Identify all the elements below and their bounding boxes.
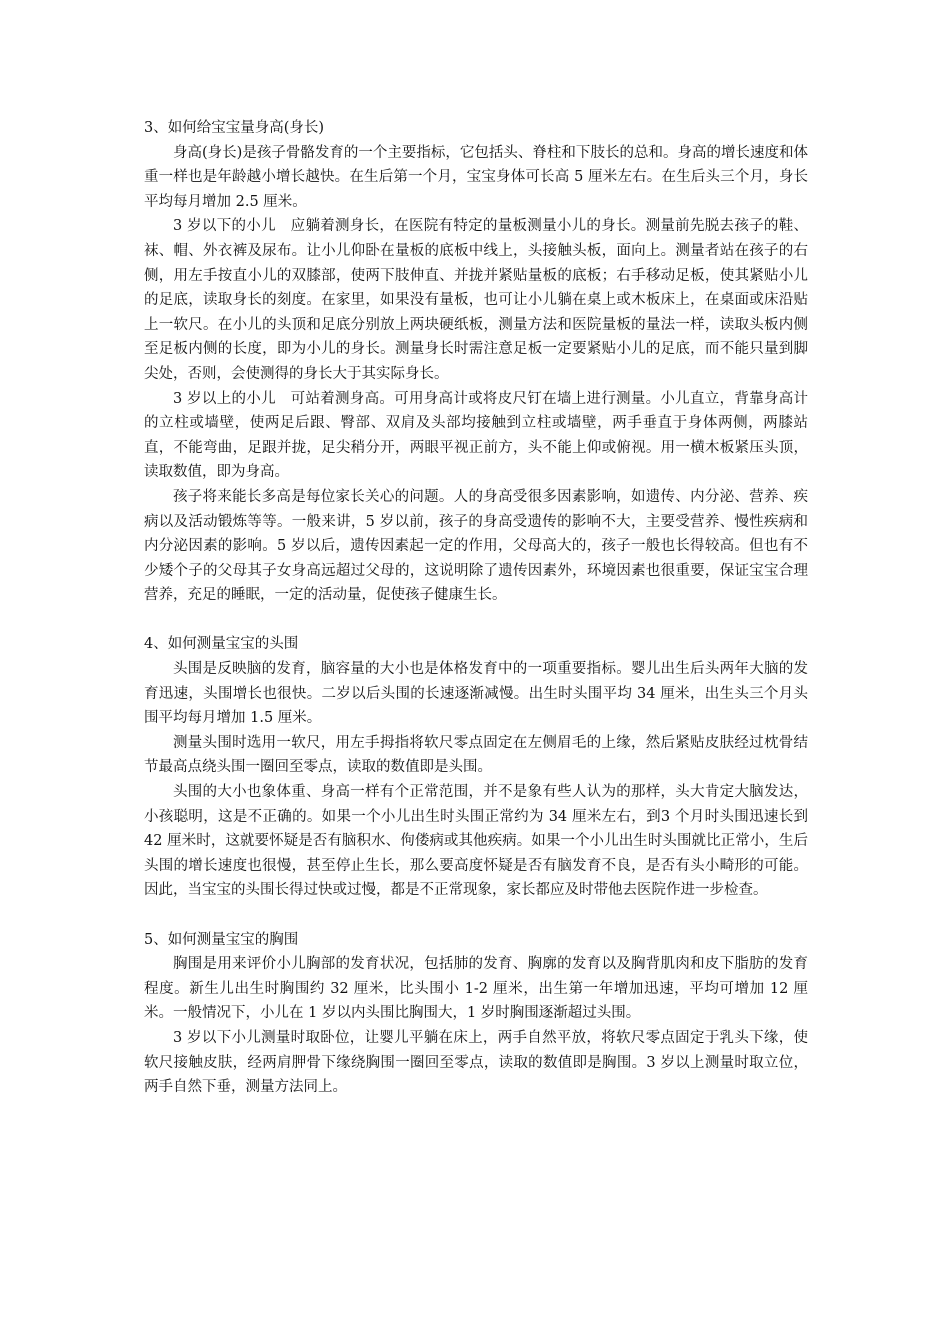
section-head-circumference [144,632,808,903]
section-chest-circumference [144,928,808,1100]
paragraph: 头围是反映脑的发育，脑容量的大小也是体格发育中的一项重要指标。婴儿出生后头两年大脑的发育迅速，头围增长也很快。二岁以后头围的长速逐渐减慢。出生时头围平均 34 厘米，出生头三个月头围平均每月增加 1.5 厘米。 [144,661,808,727]
section-height [144,116,808,608]
paragraph: 3 岁以上的小儿 可站着测身高。可用身高计或将皮尺钉在墙上进行测量。小儿直立，背靠身高计的立柱或墙壁，使两足后跟、臀部、双肩及头部均接触到立柱或墙壁，两手垂直于身体两侧，两膝站直，不能弯曲，足跟并拢，足尖稍分开，两眼平视正前方，头不能上仰或俯视。用一横木板紧压头顶，读取数值，即为身高。 [144,390,808,481]
paragraph: 胸围是用来评价小儿胸部的发育状况，包括肺的发育、胸廓的发育以及胸背肌肉和皮下脂肪的发育程度。新生儿出生时胸围约 32 厘米，比头围小 1-2 厘米，出生第一年增加迅速，平均可增加 12 厘米。一般情况下，小儿在 1 岁以内头围比胸围大，1 岁时胸围逐渐超过头围。 [144,956,808,1022]
paragraph: 3 岁以下的小儿 应躺着测身长，在医院有特定的量板测量小儿的身长。测量前先脱去孩子的鞋、袜、帽、外衣裤及尿布。让小儿仰卧在量板的底板中线上，头接触头板，面向上。测量者站在孩子的右侧，用左手按直小儿的双膝部，使两下肢伸直、并拢并紧贴量板的底板；右手移动足板，使其紧贴小儿的足底，读取身长的刻度。在家里，如果没有量板，也可让小儿躺在桌上或木板床上，在桌面或床沿贴上一软尺。在小儿的头顶和足底分别放上两块硬纸板，测量方法和医院量板的量法一样，读取头板内侧至足板内侧的长度，即为小儿的身长。测量身长时需注意足板一定要紧贴小儿的足底，而不能只量到脚尖处，否则，会使测得的身长大于其实际身长。 [144,218,808,382]
section-heading: 5、如何测量宝宝的胸围 [144,931,299,948]
section-spacer [144,903,808,928]
document-page [144,116,808,1100]
paragraph: 孩子将来能长多高是每位家长关心的问题。人的身高受很多因素影响，如遗传、内分泌、营养、疾病以及活动锻炼等等。一般来讲，5 岁以前，孩子的身高受遗传的影响不大，主要受营养、慢性疾病和内分泌因素的影响。5 岁以后，遗传因素起一定的作用，父母高大的，孩子一般也长得较高。但也有不少矮个子的父母其子女身高远超过父母的，这说明除了遗传因素外，环境因素也很重要，保证宝宝合理营养，充足的睡眠，一定的活动量，促使孩子健康生长。 [144,488,808,604]
paragraph: 3 岁以下小儿测量时取卧位，让婴儿平躺在床上，两手自然平放，将软尺零点固定于乳头下缘，使软尺接触皮肤，经两肩胛骨下缘绕胸围一圈回至零点，读取的数值即是胸围。3 岁以上测量时取立位，两手自然下垂，测量方法同上。 [144,1029,808,1096]
paragraph: 头围的大小也象体重、身高一样有个正常范围，并不是象有些人认为的那样，头大肯定大脑发达，小孩聪明，这是不正确的。如果一个小儿出生时头围正常约为 34 厘米左右，到3 个月时头围迅速长到 42 厘米时，这就要怀疑是否有脑积水、佝偻病或其他疾病。如果一个小儿出生时头围就比正常小，生后头围的增长速度也很慢，甚至停止生长，那么要高度怀疑是否有脑发育不良，是否有头小畸形的可能。因此，当宝宝的头围长得过快或过慢，都是不正常现象，家长都应及时带他去医院作进一步检查。 [144,784,808,899]
section-heading: 3、如何给宝宝量身高(身长) [144,120,325,136]
paragraph: 测量头围时选用一软尺，用左手拇指将软尺零点固定在左侧眉毛的上缘，然后紧贴皮肤经过枕骨结节最高点绕头围一圈回至零点，读取的数值即是头围。 [144,734,808,776]
section-spacer [144,608,808,633]
section-heading: 4、如何测量宝宝的头围 [144,636,299,653]
paragraph: 身高(身长)是孩子骨骼发育的一个主要指标，它包括头、脊柱和下肢长的总和。身高的增长速度和体重一样也是年龄越小增长越快。在生后第一个月，宝宝身体可长高 5 厘米左右。在生后头三个月，身长平均每月增加 2.5 厘米。 [144,144,808,210]
